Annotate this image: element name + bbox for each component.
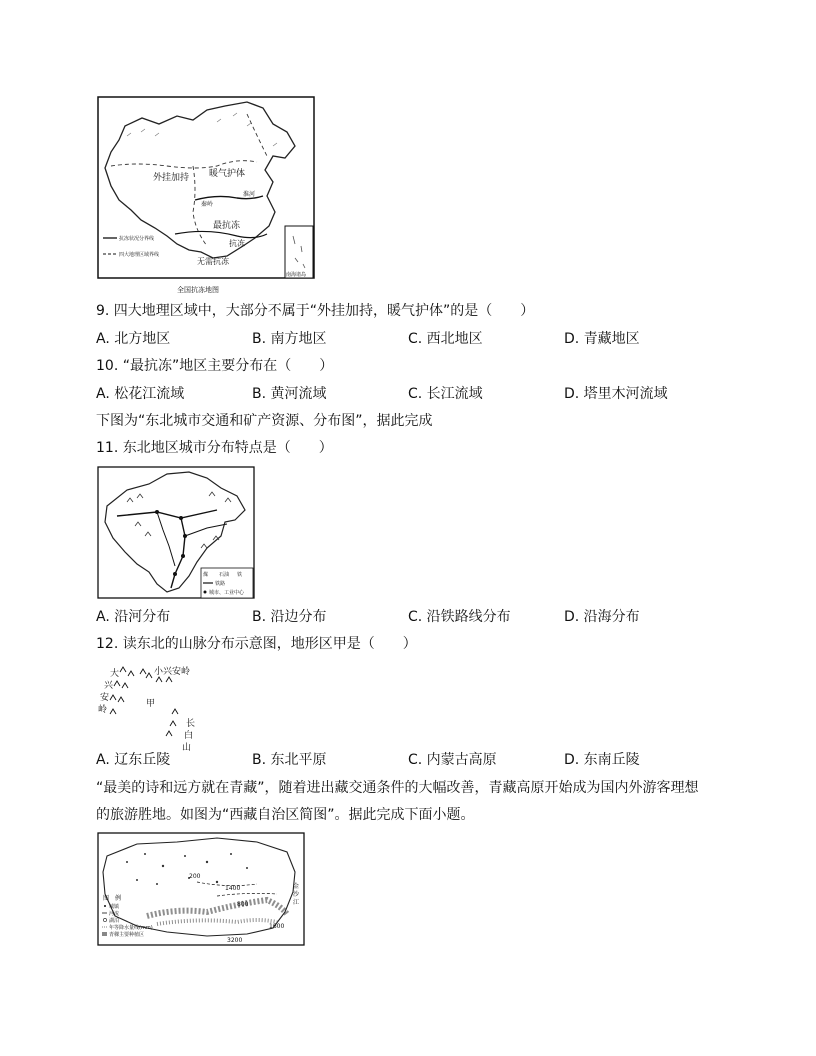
isoline-3200: 3200 bbox=[227, 937, 243, 944]
q9-option-c: C. 西北地区 bbox=[408, 331, 483, 347]
figure-tibet-map bbox=[97, 832, 305, 946]
isoline-800: 800 bbox=[237, 901, 249, 908]
q10-option-d: D. 塔里木河流域 bbox=[564, 386, 668, 402]
q12-option-d: D. 东南丘陵 bbox=[564, 752, 640, 768]
q12-option-a: A. 辽东丘陵 bbox=[96, 752, 171, 768]
label-jia: 甲 bbox=[146, 699, 156, 709]
q11-option-b: B. 沿边分布 bbox=[252, 609, 327, 625]
label-changbai-3: 山 bbox=[182, 743, 192, 753]
q10-option-c: C. 长江流域 bbox=[408, 386, 483, 402]
legend-river: 河流 bbox=[109, 911, 120, 917]
label-daxinganling-4: 岭 bbox=[98, 705, 108, 715]
q9-option-b: B. 南方地区 bbox=[252, 331, 327, 347]
legend-town: 城镇 bbox=[109, 904, 120, 910]
q10-option-a: A. 松花江流域 bbox=[96, 386, 185, 402]
isoline-200: 200 bbox=[189, 873, 201, 880]
label-daxinganling-2: 兴 bbox=[104, 681, 114, 691]
q11-option-d: D. 沿海分布 bbox=[564, 609, 640, 625]
label-changbai-1: 长 bbox=[186, 719, 196, 729]
q12-option-c: C. 内蒙古高原 bbox=[408, 752, 497, 768]
legend-title: 图 例 bbox=[103, 895, 122, 902]
isoline-1600: 1600 bbox=[269, 923, 285, 930]
intro-13-line1: “最美的诗和远方就在青藏”，随着进出藏交通条件的大幅改善，青藏高原开始成为国内外游客理想 bbox=[96, 780, 699, 796]
q12-option-b: B. 东北平原 bbox=[252, 752, 327, 768]
legend-city: 城市、工业中心 bbox=[209, 590, 245, 596]
intro-13-line2: 的旅游胜地。如图为“西藏自治区简图”。据此完成下面小题。 bbox=[96, 807, 475, 823]
isoline-1400: 1400 bbox=[225, 885, 241, 892]
q11-option-c: C. 沿铁路线分布 bbox=[408, 609, 511, 625]
label-xiaoxinganling: 小兴安岭 bbox=[154, 667, 191, 677]
q9-option-d: D. 青藏地区 bbox=[564, 331, 640, 347]
q11-option-a: A. 沿河分布 bbox=[96, 609, 171, 625]
q10-option-b: B. 黄河流域 bbox=[252, 386, 327, 402]
label-huaihe: 淮河 bbox=[243, 191, 256, 198]
question-11-stem: 11. 东北地区城市分布特点是（ ） bbox=[96, 440, 333, 456]
question-12-stem: 12. 读东北的山脉分布示意图，地形区甲是（ ） bbox=[96, 636, 417, 652]
figure-northeast-map bbox=[97, 466, 255, 600]
legend-railway: 铁路 bbox=[215, 581, 226, 587]
label-outer: 外挂加持 bbox=[153, 173, 190, 183]
label-daxinganling-1: 大 bbox=[110, 669, 120, 679]
legend-isoline: 年等降水量线(mm) bbox=[109, 925, 153, 931]
figure-northeast-mountains bbox=[96, 664, 206, 753]
label-qinling: 秦岭 bbox=[201, 201, 214, 208]
label-none: 无需抗冻 bbox=[197, 257, 229, 266]
label-jinsha-3: 江 bbox=[293, 899, 300, 906]
label-most: 最抗冻 bbox=[213, 221, 241, 231]
intro-11: 下图为“东北城市交通和矿产资源、分布图”，据此完成 bbox=[96, 413, 433, 429]
label-resist: 抗冻 bbox=[229, 239, 245, 248]
legend-barley: 青稞主要种植区 bbox=[109, 932, 145, 938]
question-10-stem: 10. “最抗冻”地区主要分布在（ ） bbox=[96, 358, 334, 374]
label-daxinganling-3: 安 bbox=[100, 693, 110, 703]
label-jinsha-1: 金 bbox=[293, 883, 300, 890]
legend-iron: 铁 bbox=[237, 572, 243, 578]
label-warm: 暖气护体 bbox=[209, 169, 246, 179]
label-changbai-2: 白 bbox=[184, 731, 194, 741]
legend-coal: 煤 bbox=[203, 572, 209, 578]
legend-oil: 石油 bbox=[219, 572, 230, 578]
legend-region-line: 四大地理区域界线 bbox=[119, 252, 160, 258]
label-jinsha-2: 沙 bbox=[293, 891, 300, 898]
question-9-stem: 9. 四大地理区域中，大部分不属于“外挂加持，暖气护体”的是（ ） bbox=[96, 303, 535, 319]
legend-antifreeze-line: 抗冻状况分界线 bbox=[119, 236, 155, 242]
q9-option-a: A. 北方地区 bbox=[96, 331, 171, 347]
legend-lake: 湖泊 bbox=[109, 918, 120, 924]
figure-china-antifreeze-map bbox=[97, 96, 317, 296]
label-islands: 南海诸岛 bbox=[286, 272, 307, 278]
figure1-caption: 全国抗冻地图 bbox=[177, 286, 219, 294]
